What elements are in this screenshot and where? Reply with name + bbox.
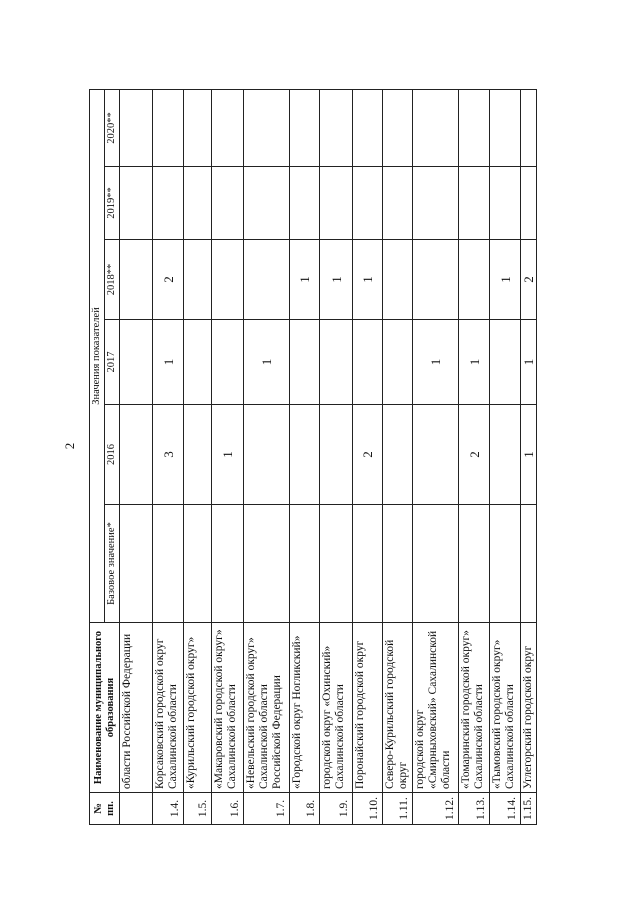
table-row [459, 90, 490, 825]
rotated-table-container [89, 90, 536, 825]
table-row [353, 90, 383, 825]
indicator-value [290, 90, 320, 167]
indicator-value: 1 [521, 320, 537, 405]
indicator-value: 1 [521, 405, 537, 505]
indicator-value [490, 320, 521, 405]
indicator-value [383, 505, 413, 623]
indicator-value [353, 90, 383, 167]
indicator-value [320, 405, 353, 505]
indicator-value [212, 167, 244, 240]
row-number: 1.11. [383, 793, 413, 825]
municipality-name: городской округ «Смирныховский» Сахалинской области [413, 623, 459, 793]
indicator-value [290, 320, 320, 405]
indicator-value [490, 405, 521, 505]
indicator-value [120, 320, 153, 405]
indicator-value [212, 505, 244, 623]
indicator-value [212, 240, 244, 320]
header-year-2018: 2018** [105, 240, 120, 320]
indicator-value [383, 240, 413, 320]
indicator-value [490, 167, 521, 240]
indicator-value: 1 [413, 320, 459, 405]
indicator-value: 1 [353, 240, 383, 320]
table-row [212, 90, 244, 825]
indicator-value [184, 405, 212, 505]
indicator-value [290, 505, 320, 623]
row-number: 1.7. [244, 793, 290, 825]
indicator-value [413, 240, 459, 320]
indicator-value [459, 505, 490, 623]
municipality-name: «Томаринский городской округ» Сахалинской области [459, 623, 490, 793]
indicator-value [244, 167, 290, 240]
indicator-value [320, 90, 353, 167]
indicator-value: 1 [320, 240, 353, 320]
indicator-value [153, 90, 184, 167]
indicator-value [413, 90, 459, 167]
table-row [490, 90, 521, 825]
indicator-value: 1 [153, 320, 184, 405]
indicator-value [244, 240, 290, 320]
indicator-value [120, 167, 153, 240]
municipality-name: «Курильский городской округ» [184, 623, 212, 793]
indicator-value [244, 90, 290, 167]
indicator-value [184, 240, 212, 320]
municipality-name: области Российской Федерации [120, 623, 153, 793]
indicator-value: 1 [490, 240, 521, 320]
indicator-value: 3 [153, 405, 184, 505]
header-number: № пп. [90, 793, 120, 825]
municipality-name: городской округ «Охинский» Сахалинской области [320, 623, 353, 793]
row-number: 1.8. [290, 793, 320, 825]
indicator-value [184, 505, 212, 623]
row-number: 1.10. [353, 793, 383, 825]
indicator-value [521, 167, 537, 240]
header-year-2020: 2020** [105, 90, 120, 167]
municipality-name: «Тымовский городской округ» Сахалинской области [490, 623, 521, 793]
indicator-value: 2 [521, 240, 537, 320]
indicator-value [120, 405, 153, 505]
indicator-value [184, 90, 212, 167]
indicator-value [383, 90, 413, 167]
indicator-value: 1 [290, 240, 320, 320]
table-row [320, 90, 353, 825]
row-number: 1.5. [184, 793, 212, 825]
indicator-value [413, 405, 459, 505]
indicator-value [459, 90, 490, 167]
indicator-value [413, 167, 459, 240]
indicator-value [383, 167, 413, 240]
indicator-value [490, 505, 521, 623]
page-number: 2 [62, 442, 77, 450]
table-row [120, 90, 153, 825]
indicator-value [153, 167, 184, 240]
row-number: 1.6. [212, 793, 244, 825]
row-number: 1.12. [413, 793, 459, 825]
indicator-value [353, 320, 383, 405]
header-indicator-values: Значения показателей [90, 90, 105, 623]
municipality-name: «Макаровский городской округ» Сахалинской области [212, 623, 244, 793]
indicator-value [244, 405, 290, 505]
indicator-value: 2 [353, 405, 383, 505]
indicator-value [521, 90, 537, 167]
header-year-2017: 2017 [105, 320, 120, 405]
table-body [120, 90, 537, 825]
indicator-value: 1 [212, 405, 244, 505]
table-row [290, 90, 320, 825]
municipality-name: Углегорский городской округ [521, 623, 537, 793]
indicator-value [184, 167, 212, 240]
row-number: 1.14. [490, 793, 521, 825]
indicator-value [459, 240, 490, 320]
table-row [184, 90, 212, 825]
indicator-value: 1 [244, 320, 290, 405]
indicator-value [383, 320, 413, 405]
indicator-value [320, 320, 353, 405]
table-row [413, 90, 459, 825]
indicator-value [353, 167, 383, 240]
header-year-2019: 2019** [105, 167, 120, 240]
indicator-value [320, 505, 353, 623]
header-base-value: Базовое значение* [105, 505, 120, 623]
indicator-value [120, 505, 153, 623]
indicator-value [120, 240, 153, 320]
row-number: 1.9. [320, 793, 353, 825]
indicator-value [290, 167, 320, 240]
indicator-value [153, 505, 184, 623]
indicator-value [212, 320, 244, 405]
row-number [120, 793, 153, 825]
indicator-value [383, 405, 413, 505]
indicator-value [290, 405, 320, 505]
indicator-value [413, 505, 459, 623]
municipality-name: Поронайский городской округ [353, 623, 383, 793]
header-year-2016: 2016 [105, 405, 120, 505]
municipality-name: Корсаковский городской округ Сахалинской области [153, 623, 184, 793]
table-row [153, 90, 184, 825]
indicator-value [521, 505, 537, 623]
table-row [383, 90, 413, 825]
indicator-value: 2 [153, 240, 184, 320]
row-number: 1.15. [521, 793, 537, 825]
row-number: 1.4. [153, 793, 184, 825]
table-row [521, 90, 537, 825]
indicators-table [89, 89, 537, 825]
indicator-value: 2 [459, 405, 490, 505]
indicator-value: 1 [459, 320, 490, 405]
indicator-value [490, 90, 521, 167]
row-number: 1.13. [459, 793, 490, 825]
indicator-value [244, 505, 290, 623]
indicator-value [120, 90, 153, 167]
indicator-value [353, 505, 383, 623]
table-row [244, 90, 290, 825]
municipality-name: «Невельский городской округ» Сахалинской области Российской Федерации [244, 623, 290, 793]
indicator-value [459, 167, 490, 240]
header-municipality: Наименование муниципального образования [90, 623, 120, 793]
indicator-value [212, 90, 244, 167]
indicator-value [184, 320, 212, 405]
municipality-name: Северо-Курильский городской округ [383, 623, 413, 793]
indicator-value [320, 167, 353, 240]
municipality-name: «Городской округ Ногликский» [290, 623, 320, 793]
